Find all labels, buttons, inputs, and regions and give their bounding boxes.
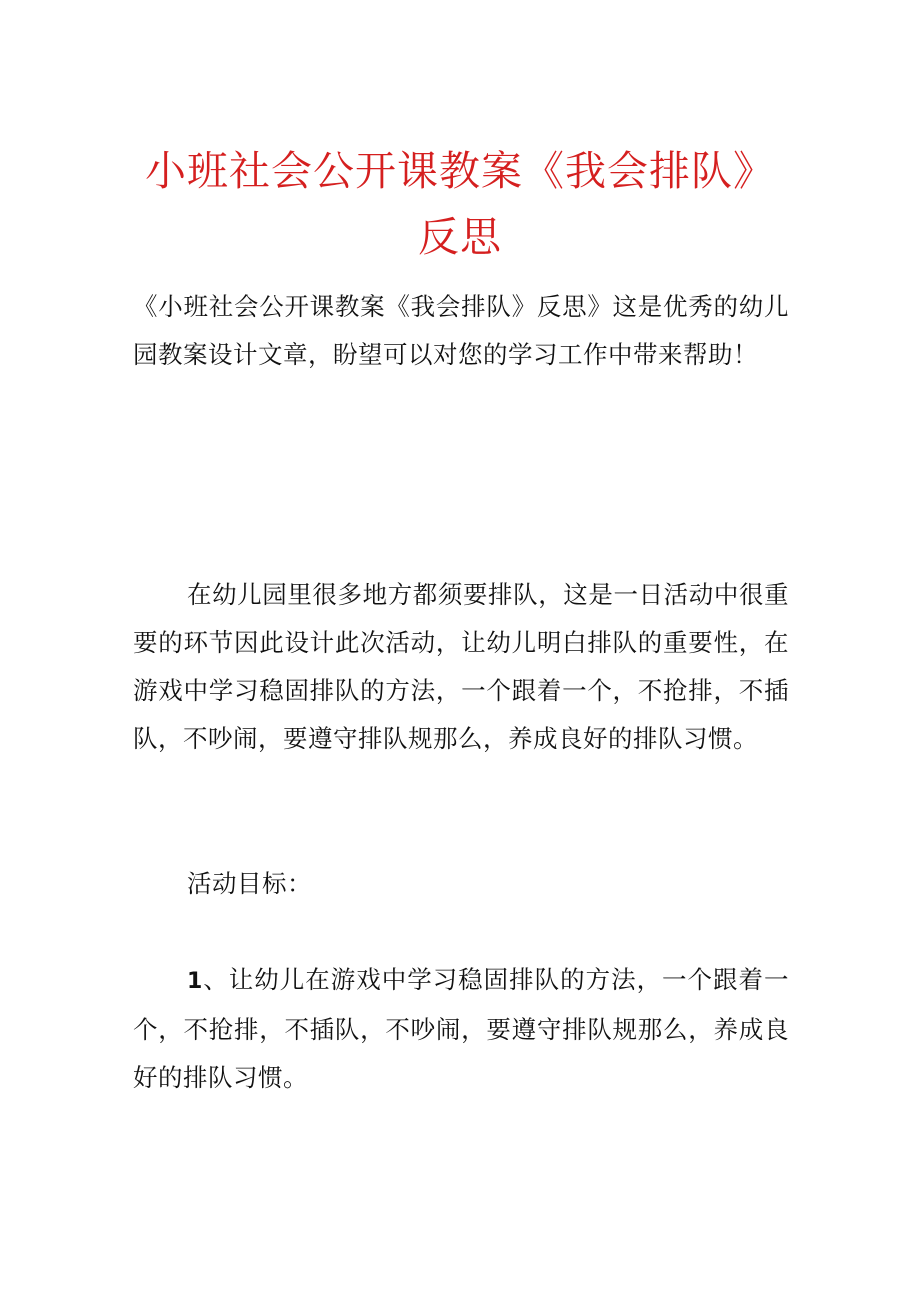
intro-paragraph: 《小班社会公开课教案《我会排队》反思》这是优秀的幼儿园教案设计文章，盼望可以对您的学习工作中带来帮助！ — [133, 292, 789, 369]
document-title: 小班社会公开课教案《我会排队》反思 — [145, 147, 775, 261]
goal-number: 1 — [187, 969, 203, 994]
goals-heading: 活动目标： — [187, 869, 312, 898]
goal-text: 、让幼儿在游戏中学习稳固排队的方法，一个跟着一个，不抢排，不插队，不吵闹，要遵守排队规那么，养成良好的排队习惯。 — [133, 965, 789, 1092]
goal-item — [133, 956, 789, 1102]
body-paragraph: 在幼儿园里很多地方都须要排队，这是一日活动中很重要的环节因此设计此次活动，让幼儿明白排队的重要性，在游戏中学习稳固排队的方法，一个跟着一个，不抢排，不插队，不吵闹，要遵守排队规那么，养成良好的排队习惯。 — [133, 580, 789, 753]
